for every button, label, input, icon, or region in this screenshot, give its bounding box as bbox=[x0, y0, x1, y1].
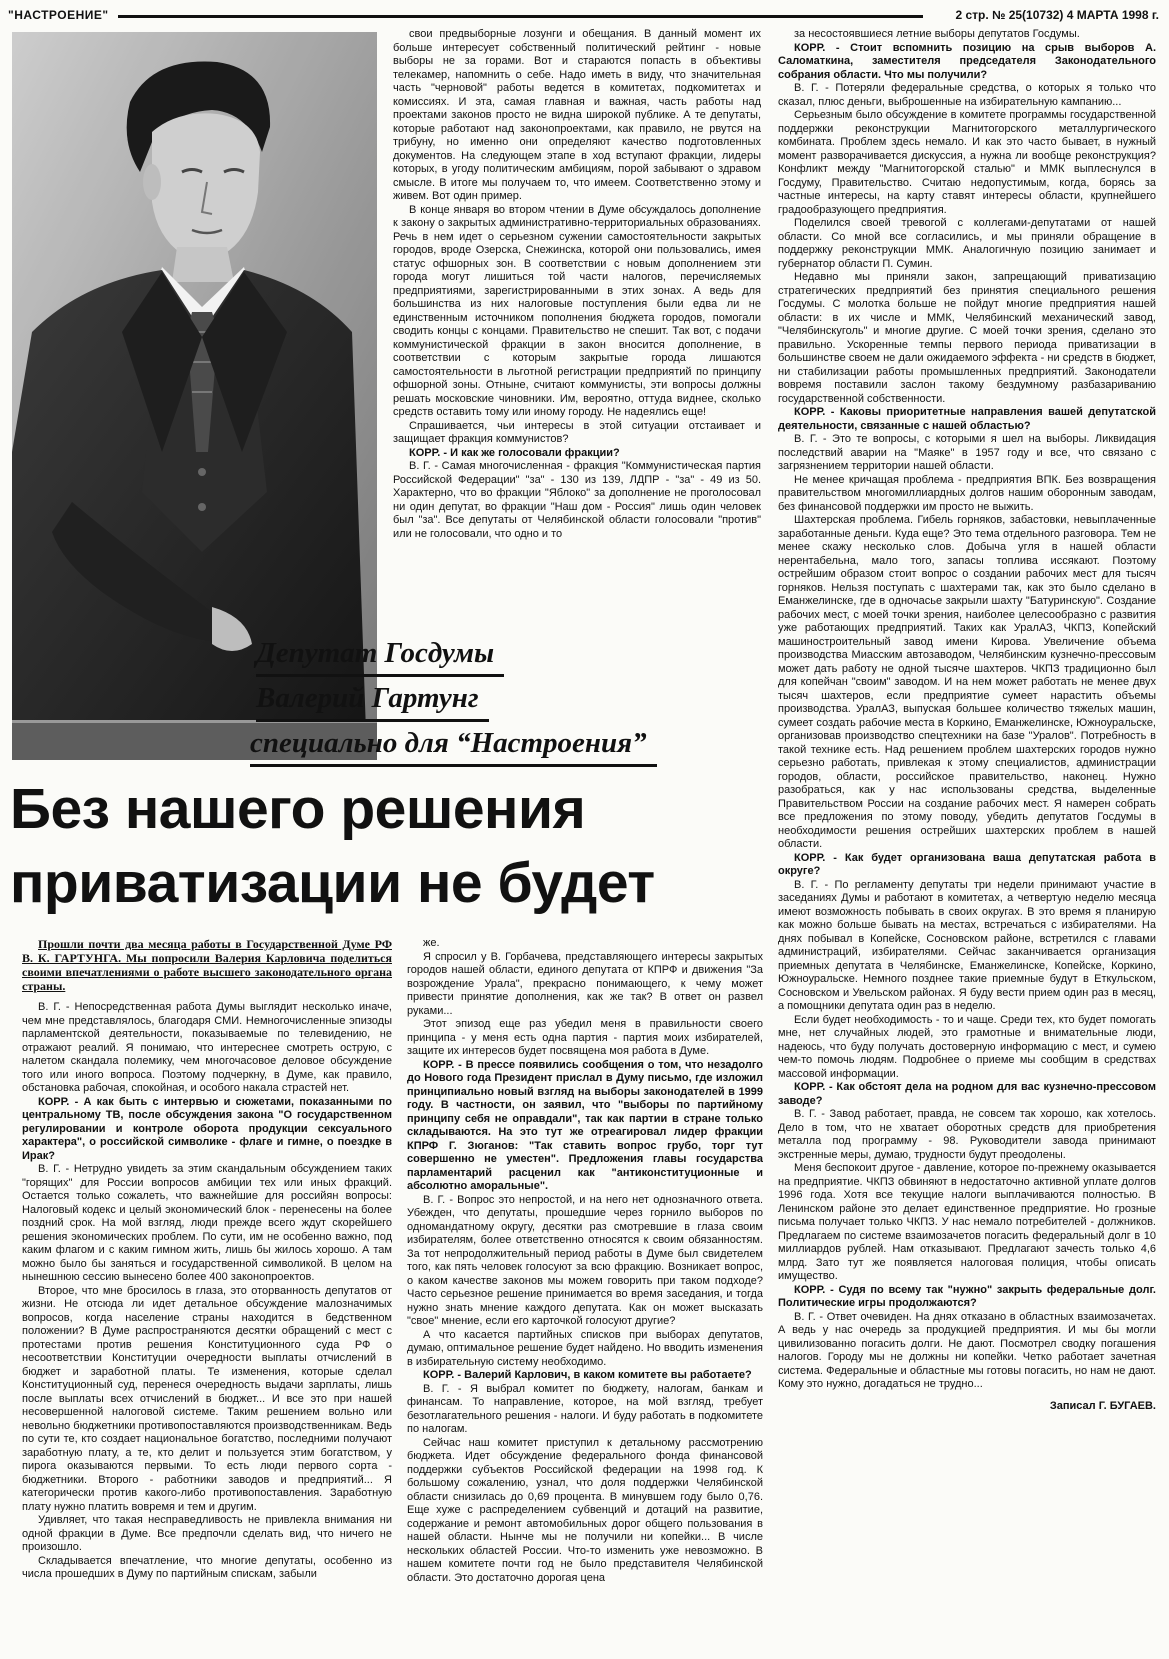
paragraph: Сейчас наш комитет приступил к детальному рассмотрению бюджета. Идет обсуждение федерального фонда финансовой поддержки субъектов Российской федерации на 1998 год. К большому сожалению, узнал, что доля поддержки Челябинской области снизилась до 0,69 процента. В минувшем году было 0,76. Еще хуже с распределением субвенций и дотаций на развитие, содержание и ремонт автомобильных дорог общего пользования в нашей области. Нынче мы не получили ни копейки... В числе нескольких областей России. Что-то изменить уже невозможно. В нашем комитете почти год не было представителя Челябинской области. Это достаточно дорогая цена bbox=[407, 1436, 763, 1584]
author-signature: Записал Г. БУГАЕВ. bbox=[1049, 1399, 1156, 1412]
paragraph: В. Г. - Самая многочисленная - фракция "Коммунистическая партия Российской Федерации" "за" - 130 из 139, ЛДПР - "за" - 49 из 50. Характерно, что во фракции "Яблоко" за дополнение не проголосовал ни один депутат, во фракции "Наш дом - Россия" лишь один человек был "за". Все депутаты от Челябинской области голосовали "против" или не голосовали, что одно и то bbox=[393, 460, 761, 540]
interview-question: КОРР. - Стоит вспомнить позицию на срыв выборов А. Саломаткина, заместителя председателя Законодательного собрания области. Что мы получили? bbox=[778, 41, 1156, 81]
paragraph: В. Г. - Непосредственная работа Думы выглядит несколько иначе, чем мне представлялось, благодаря СМИ. Немногочисленные эпизоды парламентской деятельности, показываемые по телевидению, не отражают реалий. Я понимаю, что интереснее смотреть острую, с налетом скандала полемику, чем многочасовое деловое обсуждение того или иного вопроса. Поэтому подчеркну, в Думе, как правило, обстановка рабочая, спокойная, и особого накала страстей нет. bbox=[22, 1001, 392, 1094]
article-column-3 bbox=[778, 28, 1156, 1643]
deputy-caption bbox=[250, 632, 775, 767]
paragraph: В. Г. - Я выбрал комитет по бюджету, налогам, банкам и финансам. То направление, которое, на мой взгляд, требует безотлагательного решения - налоги. И буду работать в подкомитете по налогам. bbox=[407, 1382, 763, 1435]
paragraph: Если будет необходимость - то и чаще. Среди тех, кто будет помогать мне, нет случайных людей, это грамотные и внимательные люди, надеюсь, что буду получать достоверную информацию с мест, и сумею чем-то помочь людям. Подробнее о приеме мы сообщим в средствах массовой информации. bbox=[778, 1013, 1156, 1080]
paragraph: В. Г. - Потеряли федеральные средства, о которых я только что сказал, плюс деньги, выброшенные на избирательную кампанию... bbox=[778, 82, 1156, 108]
paragraph: В. Г. - Нетрудно увидеть за этим скандальным обсуждением таких "горящих" для России вопросов амбиции тех или иных фракций. Остается только сожалеть, что важнейшие для российян вопросы: Налоговый кодекс и целый экономический блок - перенесены на более поздний срок. На мой взгляд, люди прежде всего ждут скорейшего решения экономических проблем. По сути, им не особенно важно, под каким флагом и с каким гимном жить, лишь бы жилось хорошо. А там можно было бы заняться и государственной символикой. В целом на нынешнюю сессию вынесено более 400 законопроектов. bbox=[22, 1163, 392, 1283]
article-column-2-top bbox=[393, 28, 761, 638]
paragraph: Этот эпизод еще раз убедил меня в правильности своего принципа - у меня есть одна партия - партия моих избирателей, защите их интересов будет посвящена моя работа в Думе. bbox=[407, 1018, 763, 1057]
paragraph: свои предвыборные лозунги и обещания. В данный момент их больше интересует собственный политический рейтинг - новые выборы не за горами. Вот и стараются попасть в объективы телекамер, напомнить о себе. Надо иметь в виду, что значительная часть "черновой" работы ведется в комитетах, подкомитетах и комиссиях. И эта, самая главная и важная, часть работы над проектами законов просто не видна широкой публике. А те депутаты, которые работают над законопроектами, как правило, не рвутся на трибуну, но именно они определяют качество подготовленных документов. На следующем этапе в ход вступают фракции, лидеры которых, в угоду политическим амбициям, порой забывают о здравом смысле. В итоге мы получаем то, что имеем. Соответственно этому и живем. Вот один пример. bbox=[393, 28, 761, 202]
issue-info: 2 стр. № 25(10732) 4 МАРТА 1998 г. bbox=[955, 8, 1159, 22]
paragraph: Меня беспокоит другое - давление, которое по-прежнему оказывается на предприятие. ЧКПЗ обвиняют в недостаточно активной уплате долгов 1996 года. Хотя все текущие налоги выплачиваются полностью. В Ленинском районе это делает единственное предприятие. Но грозные письма получает только ЧКПЗ. У нас немало потребителей - должников. Предлагаем по системе взаимозачетов погасить федеральный долг в 10 миллиардов рублей. Нам отказывают. Предлагают зачесть только 4,6 млрд. Зато тут же появляется налоговая полиция, чтобы описать имущество. bbox=[778, 1162, 1156, 1282]
headline-line-2: приватизации не будет bbox=[10, 851, 655, 915]
paragraph: Спрашивается, чьи интересы в этой ситуации отстаивает и защищает фракция коммунистов? bbox=[393, 419, 761, 445]
paragraph: Серьезным было обсуждение в комитете программы государственной поддержки реконструкции Магнитогорского металлургического комбината. Проблем здесь немало. И как это часто бывает, в нужный момент разворачивается дискуссия, а нужна ли вообще реконструкция? Конфликт между "Магнитогорской сталью" и ММК выплеснулся в Госдуму, Правительство. Считаю недопустимым, когда, борясь за частные интересы, на карту ставят интересы области, крупнейшего градообразующего предприятия. bbox=[778, 109, 1156, 216]
deputy-caption-line-2: Валерий Гартунг bbox=[256, 677, 489, 722]
paragraph: же. bbox=[423, 937, 440, 949]
deputy-caption-line-1: Депутат Госдумы bbox=[256, 632, 504, 677]
interview-question: КОРР. - Каковы приоритетные направления вашей депутатской деятельности, связанные с нашей областью? bbox=[778, 406, 1156, 432]
paragraph: В. Г. - По регламенту депутаты три недели принимают участие в заседаниях Думы и работают в комитетах, а четвертую неделю месяца имеют возможность побывать в своих округах. В это время я планирую как можно больше бывать на местах, встречаться с избирателями. На днях побывал в Копейске, Сосновском районе, встретился с главами администраций, избирателями. Сейчас заканчивается организация приемных депутата в Челябинске, Еманжелинске, Копейске, Коркино, Южноуральске. Немного позднее такие приемные будут в Еткульском, Сосновском и Увельском районах. Я буду вести прием один раз в месяц, а помощники депутата один раз в неделю. bbox=[778, 878, 1156, 1012]
paragraph: за несостоявшиеся летние выборы депутатов Госдумы. bbox=[794, 28, 1080, 40]
paragraph: Второе, что мне бросилось в глаза, это оторванность депутатов от жизни. Не отсюда ли идет детальное обсуждение малозначимых вопросов, когда население страны находится в бедственном положении? В Думе распространяются десятки обращений с мест с протестами против решения Конституционного суда РФ о несоответствии Конституции очередности выплаты отчислений в бюджет и заработной платы. Те изменения, которые сделал Конституционный суд, перенеся очередность выдачи зарплаты, лишь после выплаты всех отчислений в бюджет... И все это при нашей несовершенной налоговой системе. Таким решением вольно или невольно бюджетники противопоставляются производственникам. Ведь по сути те, кто создает национальное богатство, последними получают заработную плату, а те, кто делит и пользуется этим богатством, у пирога оказываются первыми. То есть люди первого сорта - бюджетники. Второго - работники заводов и предприятий... Я категорически против какого-либо противопоставления. Заработную плату нужно платить вовремя и тем и другим. bbox=[22, 1284, 392, 1513]
interview-question: КОРР. - В прессе появились сообщения о том, что незадолго до Нового года Президент прислал в Думу письмо, где изложил принципиально новый взгляд на выборы законодателей в 1999 году. В частности, он заявил, что "выборы по партийному принципу себя не оправдали", так как партии в стране только складываются. На это тут же отреагировал лидер фракции КПРФ Г. Зюганов: "Так ставить вопрос грубо, торг тут совершенно не уместен". Предложения главы государства парламентарий расценил как "антиконституционные и абсолютно аморальные". bbox=[407, 1058, 763, 1192]
paragraph: В конце января во втором чтении в Думе обсуждалось дополнение к закону о закрытых административно-территориальных образованиях. Речь в нем идет о серьезном сужении самостоятельности закрытых городов, вроде Озерска, Снежинска, которой они пользовались, имея статус офшорных зон. В соответствии с новым дополнением эти города могут лишиться той части налогов, перечисляемых предприятиями, зарегистрированными в этих зонах. А ведь для большинства из них налоговые поступления были едва ли не единственным источником пополнения бюджета городов, помогали сводить концы с концами. Правительство не спешит. Так вот, с подачи коммунистической фракции в закон вносится дополнение, в соответствии с которым закрытые города лишаются самостоятельности в льготной регистрации предприятий по принципу офшорной зоны. Отныне, считают коммунисты, эти вопросы должны решать московские чиновники. Им, вероятно, оттуда виднее, сколько средств оставить тому или иному городу. Не надеялись еще! bbox=[393, 203, 761, 418]
paragraph: Я спросил у В. Горбачева, представляющего интересы закрытых городов нашей области, единого депутата от КПРФ и движения "За возрождение Урала", прекрасно понимающего, к чему может привести принятие дополнения, как же так? В ответ он развел руками... bbox=[407, 950, 763, 1017]
article-lead: Прошли почти два месяца работы в Государственной Думе РФ В. К. ГАРТУНГА. Мы попросили Валерия Карловича поделиться своими впечатлениями о работе высшего законодательного органа страны. bbox=[22, 937, 392, 993]
paragraph: Складывается впечатление, что многие депутаты, особенно из числа прошедших в Думу по партийным спискам, забыли bbox=[22, 1554, 392, 1580]
article-column-1 bbox=[22, 937, 392, 1652]
interview-question: КОРР. - Как обстоят дела на родном для вас кузнечно-прессовом заводе? bbox=[778, 1081, 1156, 1107]
masthead bbox=[8, 6, 1159, 24]
headline-line-1: Без нашего решения bbox=[10, 777, 586, 841]
paragraph: А что касается партийных списков при выборах депутатов, думаю, оптимальное решение будет найдено. Но вводить изменения в избирательную систему необходимо. bbox=[407, 1328, 763, 1368]
paragraph: Не менее кричащая проблема - предприятия ВПК. Без возвращения правительством многомиллиардных долгов нашим оборонным заводам, без финансовой поддержки им просто не выжить. bbox=[778, 473, 1156, 513]
interview-question: КОРР. - Валерий Карлович, в каком комитете вы работаете? bbox=[423, 1369, 752, 1381]
interview-question: КОРР. - А как быть с интервью и сюжетами, показанными по центральному ТВ, после обсуждения закона "О государственном регулировании и контроле оборота продукции сексуального характера", о российской символике - флаге и гимне, о поездке в Ирак? bbox=[22, 1095, 392, 1162]
paragraph: Шахтерская проблема. Гибель горняков, забастовки, невыплаченные заработанные деньги. Куда еще? Это тема отдельного разговора. Тем не менее скажу несколько слов. Добыча угля в нашей области нерентабельна, мало того, запасы топлива иссякают. Поэтому острейшим образом стоит вопрос о создании рабочих мест для тысяч горняков. Нельзя поступать с шахтерами так, как это было сделано в Еманжелинске, где в одночасье закрыли шахту "Батуринскую". Создание рабочих мест, с моей точки зрения, наиболее целесообразно с развития уже работающих предприятий. Таких как УралАЗ, ЧКПЗ, Копейский машиностроительный завод имени Кирова. Увеличение объема производства Миасским автозаводом, Челябинским кузнечно-прессовым может дать работу не одной тысяче шахтеров. ЧКПЗ традиционно был для копейчан "своим" заводом. И на нем может работать не менее двух тысяч шахтеров, если предприятие сумеет нарастить объемы производства. УралАЗ, выпуская большее количество тяжелых машин, сумеет создать рабочие места в Коркино, Еманжелинске, Южноуральске, организовав производство спецтехники на базе "Уралов". Потребность в такой технике есть. Над решением проблем шахтерских городов нужно серьезно работать, привлекая к этому специалистов, администрации городов, области, российское правительство, наконец. Нужно разобраться, как у нас использованы средства, выделенные Правительством России на создание рабочих мест. Я намерен собрать все предложения по этому поводу, убедить депутатов Госдумы в необходимости решения острейших шахтерских проблем в нашей области. bbox=[778, 514, 1156, 850]
section-title: "НАСТРОЕНИЕ" bbox=[8, 8, 109, 22]
masthead-rule bbox=[118, 15, 923, 18]
headline bbox=[10, 772, 770, 920]
paragraph: Поделился своей тревогой с коллегами-депутатами от нашей области. Со мной все согласились, и мы приняли обращение в поддержку реконструкции ММК. Аналогичную позицию занимает и губернатор области П. Сумин. bbox=[778, 217, 1156, 270]
paragraph: В. Г. - Ответ очевиден. На днях отказано в областных взаимозачетах. А ведь у нас очередь за продукцией предприятия. И мы бы могли цивилизованно погасить долги. Не дают. Посмотрел сводку погашения налогов. Городу мы не должны ни копейки. Четко работает зачетная система. Федеральные и областные мы готовы погасить, но нам не дают. Кому это нужно, догадаться не трудно... bbox=[778, 1310, 1156, 1390]
paragraph: В. Г. - Вопрос это непростой, и на него нет однозначного ответа. Убежден, что депутаты, прошедшие через горнило выборов по одномандатному округу, десятки раз смотревшие в глаза своим избирателям, более ответственно относятся к своим обязанностям. За тот непродолжительный период работы в Думе был свидетелем того, как пять человек голосуют за всю фракцию. Возникает вопрос, о каком качестве законов мы можем говорить при таком подходе? Часто серьезное решение принимается во время заседания, и тогда нужно знать мнение каждого депутата. Как он может высказать "свое" мнение, если его карточкой голосуют другие? bbox=[407, 1193, 763, 1327]
interview-question: КОРР. - Судя по всему так "нужно" закрыть федеральные долг. Политические игры продолжаются? bbox=[778, 1283, 1156, 1309]
interview-question: КОРР. - И как же голосовали фракции? bbox=[409, 446, 620, 459]
paragraph: В. Г. - Завод работает, правда, не совсем так хорошо, как хотелось. Дело в том, что не хватает оборотных средств для приобретения металла под программу - 98. Руководители завода принимают экстренные меры, думаю, трудности будут преодолены. bbox=[778, 1108, 1156, 1161]
paragraph: Удивляет, что такая несправедливость не привлекла внимания ни одной фракции в Думе. Все предпочли сделать вид, что ничего не произошло. bbox=[22, 1514, 392, 1553]
interview-question: КОРР. - Как будет организована ваша депутатская работа в округе? bbox=[778, 851, 1156, 877]
deputy-caption-line-3: специально для “Настроения” bbox=[250, 722, 657, 767]
paragraph: Недавно мы приняли закон, запрещающий приватизацию стратегических предприятий без принятия специального решения Госдумы. С молотка больше не пойдут многие предприятия нашей области: в их числе и ММК, Челябинский механический завод, "Челябинскуголь" и многие другие. С моей точки зрения, сделано это правильно. Ускоренные темпы первого периода приватизации в большинстве своем не дали ожидаемого эффекта - ни средств в бюджет, ни стабилизации работы промышленных предприятий. Законодатели вовремя поставили заслон такому бездумному разбазариванию государственной собственности. bbox=[778, 271, 1156, 405]
article-column-2-bottom bbox=[407, 937, 763, 1652]
paragraph: В. Г. - Это те вопросы, с которыми я шел на выборы. Ликвидация последствий аварии на "Маяке" в 1957 году и все, что связано с загрязнением территории нашей области. bbox=[778, 433, 1156, 472]
